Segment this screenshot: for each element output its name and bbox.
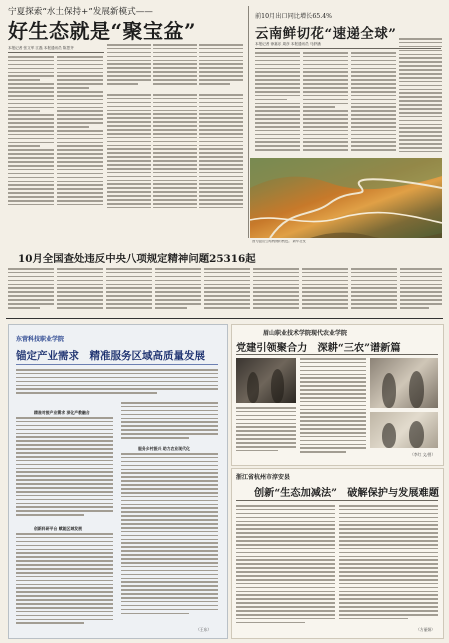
body-text: [107, 44, 151, 90]
body-text: [121, 453, 218, 621]
body-text: [399, 38, 442, 156]
body-text: [199, 94, 243, 210]
mountain-road-image: [250, 158, 442, 238]
story-kicker: 宁夏探索“水土保持+”发展新模式——: [8, 7, 153, 17]
story-kicker: 前10月出口同比增长65.4%: [255, 13, 333, 20]
story-byline: 本报记者 徐嘉乐 周彦 本报通讯员 马舒涵: [255, 42, 321, 46]
body-text: [57, 268, 103, 312]
body-text: [16, 417, 113, 521]
body-text: [302, 268, 348, 312]
body-text: [255, 52, 300, 156]
ad-end-mark: （李红 文/图）: [410, 452, 436, 457]
ad-headline: 创新“生态加减法” 破解保护与发展难题: [254, 487, 439, 499]
ad-headline: 锚定产业需求 精准服务区域高质量发展: [16, 350, 205, 362]
column-divider: [248, 6, 249, 238]
ad-subhead: 精准对接产业需求 深化产教融合: [34, 410, 90, 415]
body-text: [253, 268, 299, 312]
photo-caption: 图为盘山公路两侧的秋色。 新华社发: [252, 240, 306, 243]
event-photo: [370, 358, 438, 408]
ad-headline: 党建引领聚合力 深耕“三农”谱新篇: [236, 342, 401, 354]
event-photo: [370, 412, 438, 448]
body-text: [400, 268, 442, 312]
ad-label: 眉山职业技术学院现代农业学院: [263, 330, 348, 337]
body-text: [121, 402, 218, 442]
body-text: [351, 268, 397, 312]
ad-label: 浙江省杭州市淳安县: [236, 474, 291, 481]
divider: [8, 52, 104, 53]
body-text: [16, 369, 218, 399]
ad-subhead: 创新科研平台 赋能区域发展: [34, 526, 83, 531]
divider: [236, 500, 438, 501]
body-text: [204, 268, 250, 312]
body-text: [339, 505, 438, 625]
body-text: [107, 94, 151, 210]
ad-label: 东营科技职业学院: [16, 336, 65, 343]
body-text: [300, 358, 366, 458]
body-text: [303, 52, 348, 156]
landscape-photo: [250, 158, 442, 238]
body-text: [8, 56, 54, 210]
body-text: [57, 56, 103, 210]
ad-subhead: 服务乡村振兴 助力农业现代化: [138, 446, 190, 451]
body-text: [153, 94, 197, 210]
body-text: [16, 533, 113, 629]
story-byline: 本报记者 张文军 江磊 本报通讯员 陈思齐: [8, 46, 74, 50]
story-headline: 好生态就是“聚宝盆”: [8, 19, 197, 43]
ad-end-mark: （方丽娟）: [416, 627, 435, 632]
mid-headline: 10月全国查处违反中央八项规定精神问题25316起: [18, 253, 256, 265]
event-photo: [236, 358, 296, 403]
divider: [236, 354, 438, 355]
story-headline: 云南鲜切花“速递全球”: [255, 26, 397, 42]
body-text: [8, 268, 54, 312]
body-text: [155, 268, 201, 312]
body-text: [351, 52, 396, 156]
body-text: [106, 268, 152, 312]
body-text: [153, 44, 197, 90]
section-divider: [6, 318, 443, 319]
body-text: [236, 505, 335, 629]
body-text: [236, 407, 296, 457]
ad-end-mark: （王东）: [196, 627, 212, 632]
divider: [16, 364, 218, 365]
body-text: [199, 44, 243, 90]
